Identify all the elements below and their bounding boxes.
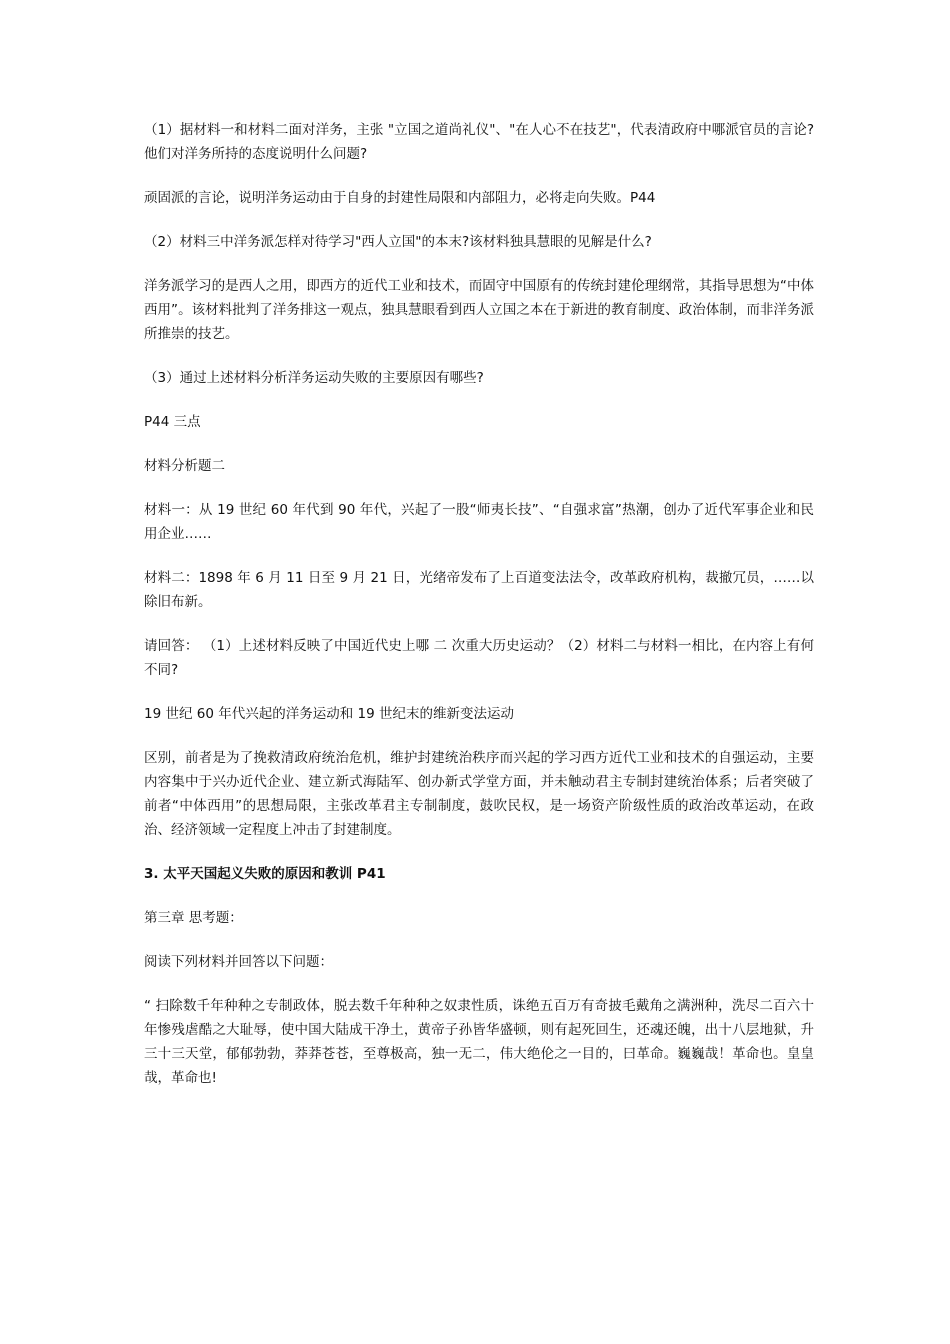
chapter-3-heading: 第三章 思考题： <box>144 910 243 926</box>
material-1-paragraph: 材料一：从 19 世纪 60 年代到 90 年代，兴起了一股“师夷长技”、“自强求富”热潮，创办了近代军事企业和民用企业…… <box>144 502 814 542</box>
item-3-heading: 3. 太平天国起义失败的原因和教训 P41 <box>144 866 386 882</box>
material-2-paragraph: 材料二：1898 年 6 月 11 日至 9 月 21 日，光绪帝发布了上百道变法法令，改革政府机构，裁撤冗员，……以除旧布新。 <box>144 570 814 610</box>
revolution-quote-paragraph: “ 扫除数千年种种之专制政体，脱去数千年种种之奴隶性质，诛绝五百万有奇披毛戴角之满洲种，洗尽二百六十年惨残虐酷之大耻辱，使中国大陆成干净土，黄帝子孙皆华盛顿，则有起死回生，还魂还魄，出十八层地狱，升三十三天堂，郁郁勃勃，莽莽苍苍，至尊极高，独一无二，伟大绝伦之一目的，曰革命。巍巍哉！革命也。皇皇哉，革命也! <box>144 998 814 1086</box>
answer-1-paragraph: 顽固派的言论，说明洋务运动由于自身的封建性局限和内部阻力，必将走向失败。P44 <box>144 190 656 206</box>
question-2-paragraph: （2）材料三中洋务派怎样对待学习"西人立国"的本末?该材料独具慧眼的见解是什么? <box>144 234 652 250</box>
question-1-paragraph: （1）据材料一和材料二面对洋务，主张 "立国之道尚礼仪"、"在人心不在技艺"，代表清政府中哪派官员的言论?他们对洋务所持的态度说明什么问题? <box>144 122 814 162</box>
reading-instruction: 阅读下列材料并回答以下问题： <box>144 954 333 970</box>
section-heading-analysis-2: 材料分析题二 <box>144 458 225 474</box>
answer-movements-paragraph: 19 世纪 60 年代兴起的洋务运动和 19 世纪末的维新变法运动 <box>144 706 514 722</box>
question-3-paragraph: （3）通过上述材料分析洋务运动失败的主要原因有哪些? <box>144 370 484 386</box>
answer-3-paragraph: P44 三点 <box>144 414 201 430</box>
document-body <box>144 118 814 1110</box>
question-prompt-paragraph: 请回答： （1）上述材料反映了中国近代史上哪 二 次重大历史运动？（2）材料二与材料一相比，在内容上有何不同? <box>144 638 814 678</box>
answer-2-paragraph: 洋务派学习的是西人之用，即西方的近代工业和技术，而固守中国原有的传统封建伦理纲常，其指导思想为“中体西用”。该材料批判了洋务排这一观点，独具慧眼看到西人立国之本在于新进的教育制度、政治体制，而非洋务派所推崇的技艺。 <box>144 278 814 342</box>
answer-difference-paragraph: 区别，前者是为了挽救清政府统治危机，维护封建统治秩序而兴起的学习西方近代工业和技术的自强运动，主要内容集中于兴办近代企业、建立新式海陆军、创办新式学堂方面，并未触动君主专制封建统治体系；后者突破了前者“中体西用”的思想局限，主张改革君主专制制度，鼓吹民权，是一场资产阶级性质的政治改革运动，在政治、经济领域一定程度上冲击了封建制度。 <box>144 750 814 838</box>
